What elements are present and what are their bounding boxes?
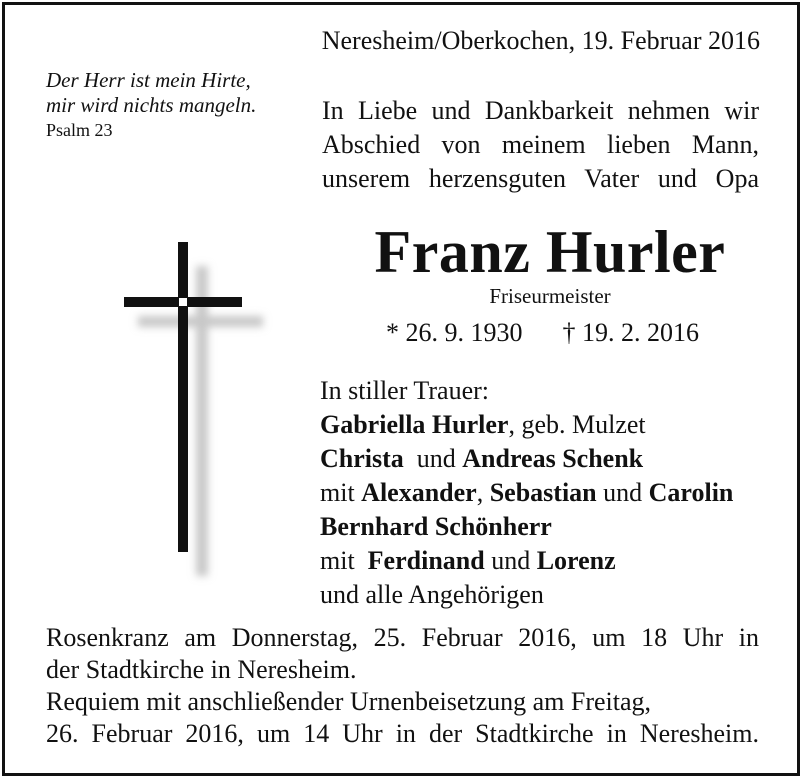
mourner-separator: , bbox=[476, 478, 484, 507]
mourner-line-2 bbox=[320, 442, 733, 476]
deceased-name: Franz Hurler bbox=[374, 219, 726, 285]
service-line-2: der Stadtkirche in Neresheim. bbox=[46, 655, 357, 684]
cross-icon bbox=[118, 236, 278, 586]
intro-line-3: unserem herzensguten Vater und Opa bbox=[322, 164, 759, 193]
birth-date: * 26. 9. 1930 bbox=[386, 318, 523, 347]
mourner-line-4 bbox=[320, 510, 733, 544]
service-line-1: Rosenkranz am Donnerstag, 25. Februar 2016, um 18 Uhr in bbox=[46, 623, 759, 652]
mourner-line-1 bbox=[320, 408, 733, 442]
bible-verse-line-2: mir wird nichts mangeln. bbox=[46, 93, 257, 117]
place-date: Neresheim/Oberkochen, 19. Februar 2016 bbox=[321, 26, 760, 55]
death-date: † 19. 2. 2016 bbox=[562, 318, 699, 347]
intro-line-1: In Liebe und Dankbarkeit nehmen wir bbox=[322, 96, 759, 125]
mourner-line-5 bbox=[320, 544, 733, 578]
mourner-conjunction: und bbox=[603, 478, 643, 507]
life-dates bbox=[386, 318, 699, 348]
mourner-line-6: und alle Angehörigen bbox=[320, 580, 544, 609]
cross-center bbox=[179, 298, 187, 306]
mourner-name: Carolin bbox=[648, 478, 734, 507]
mourner-conjunction: mit bbox=[320, 546, 355, 575]
mourner-name: Lorenz bbox=[536, 546, 616, 575]
mourner-line-3 bbox=[320, 476, 733, 510]
mourner-name: Christa bbox=[320, 444, 404, 473]
mourner-name: Alexander bbox=[361, 478, 477, 507]
mourner-name: Bernhard Schönherr bbox=[320, 512, 552, 541]
mourner-conjunction: mit bbox=[320, 478, 355, 507]
bible-verse-reference: Psalm 23 bbox=[46, 120, 113, 140]
intro-text bbox=[322, 94, 759, 196]
mourners-list bbox=[320, 374, 733, 612]
mourner-conjunction: und bbox=[416, 444, 456, 473]
mourner-name: Ferdinand bbox=[367, 546, 485, 575]
service-info bbox=[46, 622, 759, 750]
mourner-name: Gabriella Hurler bbox=[320, 410, 509, 439]
mourner-detail: , geb. Mulzet bbox=[508, 410, 646, 439]
bible-verse-line-1: Der Herr ist mein Hirte, bbox=[46, 68, 251, 92]
deceased-profession: Friseurmeister bbox=[489, 284, 611, 308]
mourner-name: Andreas Schenk bbox=[462, 444, 644, 473]
mourner-name: Sebastian bbox=[489, 478, 597, 507]
mourners-heading: In stiller Trauer: bbox=[320, 376, 489, 405]
intro-line-2: Abschied von meinem lieben Mann, bbox=[322, 130, 759, 159]
cross-shape bbox=[124, 242, 242, 552]
service-line-3: Requiem mit anschließender Urnenbeisetzung am Freitag, bbox=[46, 687, 652, 716]
cross-shadow bbox=[138, 266, 263, 576]
mourner-conjunction: und bbox=[491, 546, 531, 575]
service-line-4: 26. Februar 2016, um 14 Uhr in der Stadtkirche in Neresheim. bbox=[46, 719, 759, 748]
bible-verse bbox=[46, 68, 256, 118]
